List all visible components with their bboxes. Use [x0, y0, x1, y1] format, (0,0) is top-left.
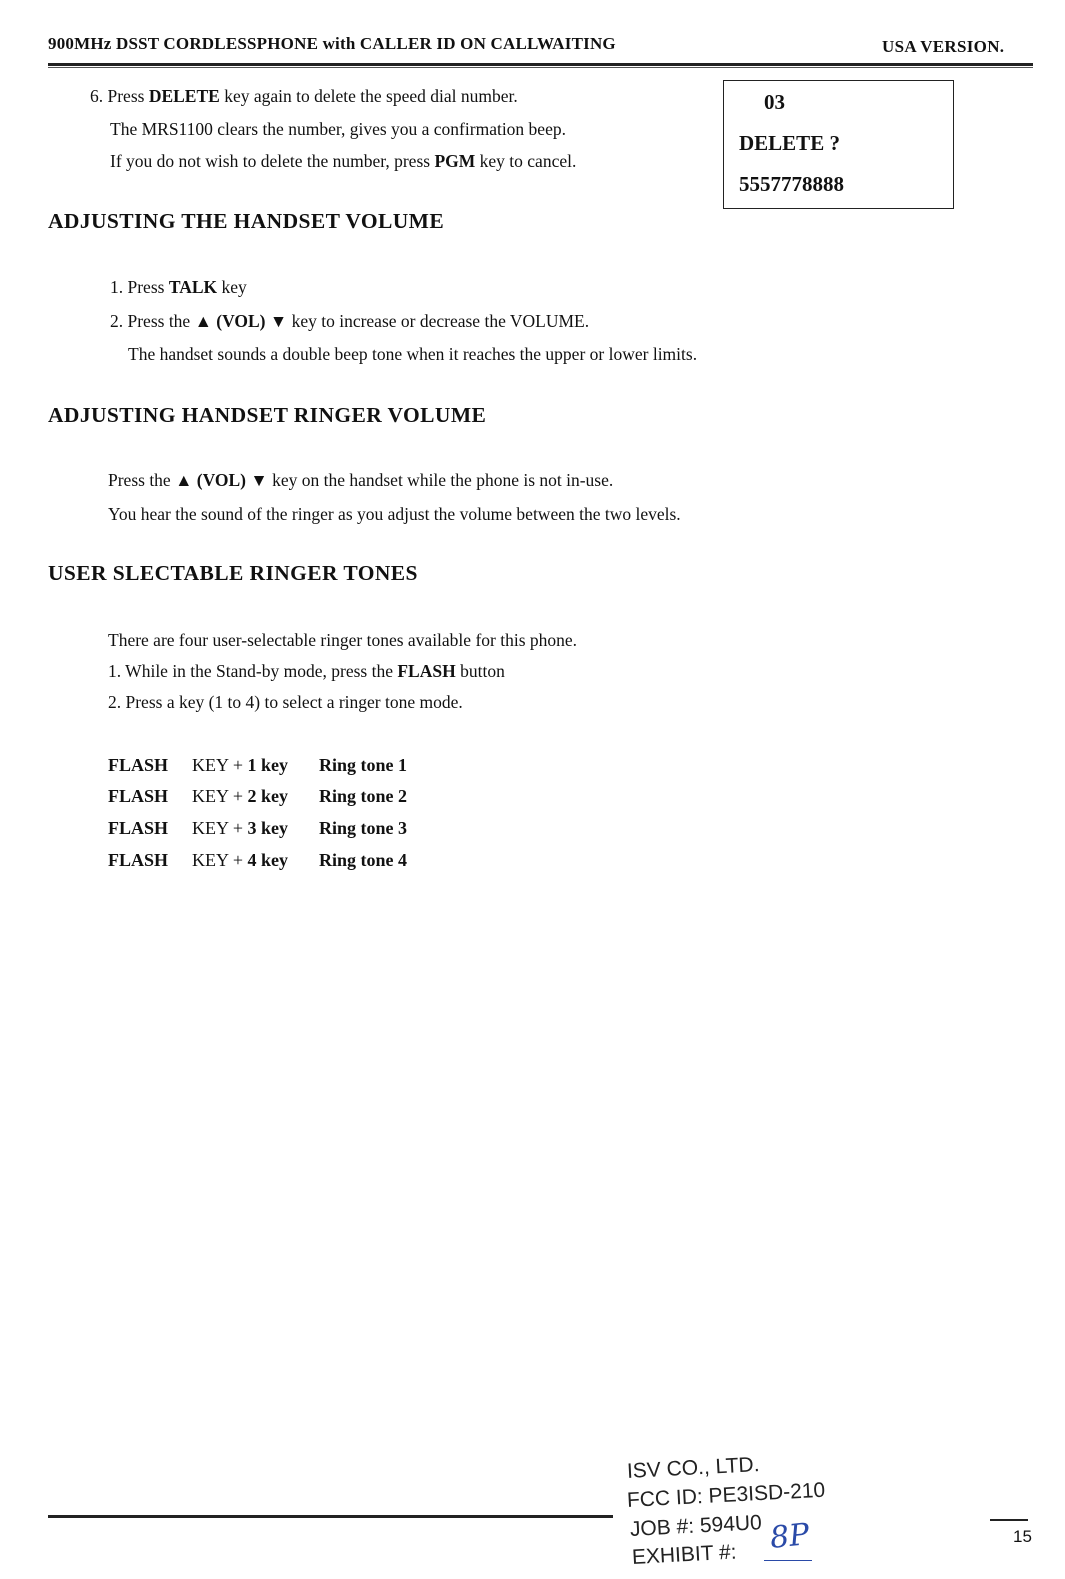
rt-step1-prefix: 1. While in the Stand-by mode, press the: [108, 661, 398, 681]
rt-step1-suffix: button: [455, 661, 505, 681]
ringtone-row-col2: [192, 755, 288, 776]
stamp-job-number: JOB #: 594U0: [629, 1511, 763, 1541]
ringtone-row-col1: FLASH: [108, 818, 169, 838]
ringtone-row: [108, 850, 448, 874]
hv-step1-key: TALK: [168, 277, 218, 297]
step6-line3-key: PGM: [434, 151, 476, 171]
ringtone-row-col2-prefix: KEY +: [192, 818, 248, 838]
hv-step2-suffix: key to increase or decrease the VOLUME.: [287, 311, 590, 331]
stamp-fcc-id: FCC ID: PE3ISD-210: [626, 1478, 826, 1512]
rv-line1-suffix: key on the handset while the phone is not in-use.: [267, 470, 614, 490]
ringtone-row-col3: Ring tone 1: [319, 755, 408, 775]
ringtone-row-col2: [192, 818, 288, 839]
step6-prefix: 6. Press: [90, 86, 149, 106]
step6-line3-prefix: If you do not wish to delete the number, press: [110, 151, 435, 171]
ringtone-row-col3: Ring tone 4: [319, 850, 408, 870]
ringtone-row-col2-key: 3 key: [247, 818, 288, 838]
handwritten-exhibit-number: 8P: [768, 1517, 812, 1556]
handset-volume-note: The handset sounds a double beep tone when it reaches the upper or lower limits.: [128, 344, 698, 364]
ringtone-row-col3: Ring tone 3: [319, 818, 408, 838]
footer-rule: [48, 1515, 613, 1518]
ringtone-row-col2-prefix: KEY +: [192, 850, 248, 870]
heading-ringer-volume: ADJUSTING HANDSET RINGER VOLUME: [48, 403, 487, 427]
heading-ringer-tones: USER SLECTABLE RINGER TONES: [48, 561, 418, 585]
ringtone-row-col2-key: 4 key: [247, 850, 288, 870]
ringtone-row-col2-key: 1 key: [247, 755, 288, 775]
header-rule-thin: [48, 67, 1033, 68]
ringtone-row-col2-prefix: KEY +: [192, 786, 248, 806]
step6-suffix: key again to delete the speed dial number.: [219, 86, 518, 106]
ringtone-row-col2: [192, 786, 288, 807]
lcd-display-box: [723, 80, 954, 209]
hv-step1-suffix: key: [217, 277, 247, 297]
ringer-tones-step2: 2. Press a key (1 to 4) to select a ringer tone mode.: [108, 692, 463, 712]
page-number: 15: [1013, 1527, 1032, 1546]
step6-line3: [110, 151, 576, 172]
handset-volume-step2: [110, 311, 589, 332]
rt-step1-key: FLASH: [397, 661, 456, 681]
header-rule: [48, 63, 1033, 66]
handset-volume-step1: [110, 277, 247, 298]
step6-line3-suffix: key to cancel.: [475, 151, 577, 171]
ringtone-row-col2-key: 2 key: [247, 786, 288, 806]
hv-step1-prefix: 1. Press: [110, 277, 169, 297]
ringer-volume-line1: [108, 470, 613, 491]
lcd-line3: 5557778888: [739, 172, 844, 196]
document-header-version: USA VERSION.: [882, 37, 1005, 56]
stamp-exhibit: EXHIBIT #:: [631, 1540, 738, 1569]
ringtone-row-col3: Ring tone 2: [319, 786, 408, 806]
exhibit-underline: [764, 1560, 812, 1561]
ringer-tones-step1: [108, 661, 505, 682]
ringtone-row: [108, 818, 448, 842]
stamp-company: ISV CO., LTD.: [626, 1453, 761, 1483]
ringtone-row-col2-prefix: KEY +: [192, 755, 248, 775]
hv-step2-key: ▲ (VOL) ▼: [194, 311, 288, 331]
ringtone-row: [108, 786, 448, 810]
ringtone-row-col1: FLASH: [108, 850, 169, 870]
step6-line2: The MRS1100 clears the number, gives you a confirmation beep.: [110, 119, 566, 139]
footer-rule-right: [990, 1519, 1028, 1521]
ringtone-row-col1: FLASH: [108, 786, 169, 806]
lcd-line1: 03: [764, 90, 785, 114]
heading-handset-volume: ADJUSTING THE HANDSET VOLUME: [48, 209, 445, 233]
rv-line1-key: ▲ (VOL) ▼: [175, 470, 268, 490]
ringer-tones-intro: There are four user-selectable ringer tones available for this phone.: [108, 630, 578, 650]
hv-step2-prefix: 2. Press the: [110, 311, 195, 331]
step6-key: DELETE: [148, 86, 220, 106]
ringtone-row-col2: [192, 850, 288, 871]
ringtone-row-col1: FLASH: [108, 755, 169, 775]
step6-line1: [90, 86, 518, 107]
lcd-line2: DELETE ?: [739, 131, 840, 155]
ringtone-row: [108, 755, 448, 779]
rv-line1-prefix: Press the: [108, 470, 176, 490]
ringer-volume-line2: You hear the sound of the ringer as you adjust the volume between the two levels.: [108, 504, 681, 524]
document-header-title: 900MHz DSST CORDLESSPHONE with CALLER ID ON CALLWAITING: [48, 34, 616, 53]
